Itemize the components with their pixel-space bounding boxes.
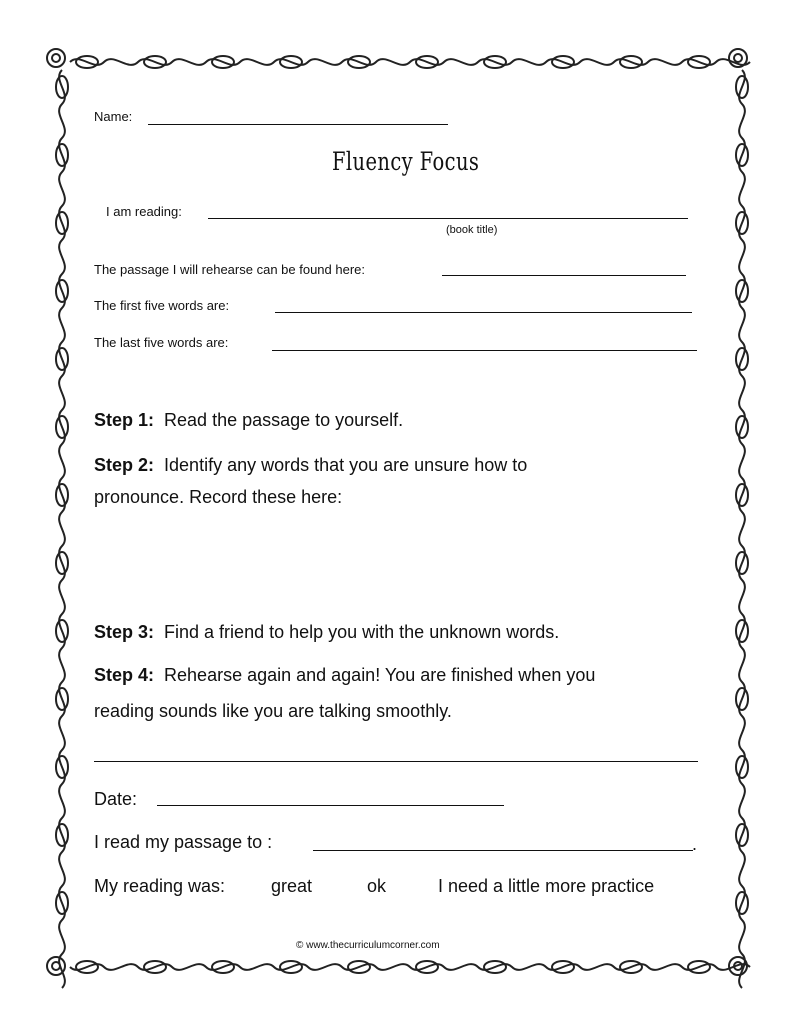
option-great[interactable]: great bbox=[271, 876, 313, 896]
border-swirl bbox=[70, 964, 750, 970]
step-4-text-line-2: reading sounds like you are talking smoothly. bbox=[94, 701, 452, 721]
step-3-label: Step 3: bbox=[94, 622, 155, 642]
passage-location-blank-line[interactable] bbox=[442, 275, 686, 276]
border-swirl bbox=[52, 54, 60, 62]
step-3 bbox=[94, 622, 559, 643]
step-2-text-line-1: Identify any words that you are unsure how to bbox=[164, 455, 528, 475]
page-title: Fluency Focus bbox=[332, 147, 480, 176]
book-title-caption: (book title) bbox=[446, 224, 498, 236]
separator-line bbox=[94, 761, 698, 762]
read-to-period: . bbox=[692, 834, 698, 854]
option-more-practice[interactable]: I need a little more practice bbox=[438, 876, 655, 896]
first-words-blank-line[interactable] bbox=[275, 312, 692, 313]
copyright-notice: © www.thecurriculumcorner.com bbox=[296, 940, 440, 951]
border-swirl bbox=[59, 70, 65, 988]
last-words-label: The last five words are: bbox=[94, 335, 229, 350]
step-1 bbox=[94, 410, 403, 431]
step-1-text: Read the passage to yourself. bbox=[164, 410, 404, 430]
reading-label: I am reading: bbox=[106, 204, 182, 219]
step-4-label: Step 4: bbox=[94, 665, 155, 685]
step-1-label: Step 1: bbox=[94, 410, 155, 430]
option-ok[interactable]: ok bbox=[367, 876, 387, 896]
border-swirl bbox=[52, 962, 60, 970]
step-2 bbox=[94, 455, 527, 476]
step-4-text-line-1: Rehearse again and again! You are finished when you bbox=[164, 665, 596, 685]
step-2-label: Step 2: bbox=[94, 455, 155, 475]
border-swirl bbox=[70, 59, 750, 65]
passage-location-label: The passage I will rehearse can be found here: bbox=[94, 262, 366, 277]
read-to-label: I read my passage to : bbox=[94, 832, 273, 852]
border-swirl bbox=[47, 49, 65, 67]
first-words-label: The first five words are: bbox=[94, 298, 230, 313]
reading-was-label: My reading was: bbox=[94, 876, 226, 896]
border-swirl bbox=[739, 70, 745, 988]
name-label: Name: bbox=[94, 109, 133, 124]
date-label: Date: bbox=[94, 789, 138, 809]
date-blank-line[interactable] bbox=[157, 805, 504, 806]
read-to-blank-line[interactable] bbox=[313, 850, 693, 851]
name-blank-line[interactable] bbox=[148, 124, 448, 125]
step-2-text-line-2: pronounce. Record these here: bbox=[94, 487, 343, 507]
step-4 bbox=[94, 665, 595, 686]
border-swirl bbox=[734, 54, 742, 62]
step-3-text: Find a friend to help you with the unknown words. bbox=[164, 622, 560, 642]
border-swirl bbox=[47, 957, 65, 975]
book-title-blank-line[interactable] bbox=[208, 218, 688, 219]
last-words-blank-line[interactable] bbox=[272, 350, 697, 351]
